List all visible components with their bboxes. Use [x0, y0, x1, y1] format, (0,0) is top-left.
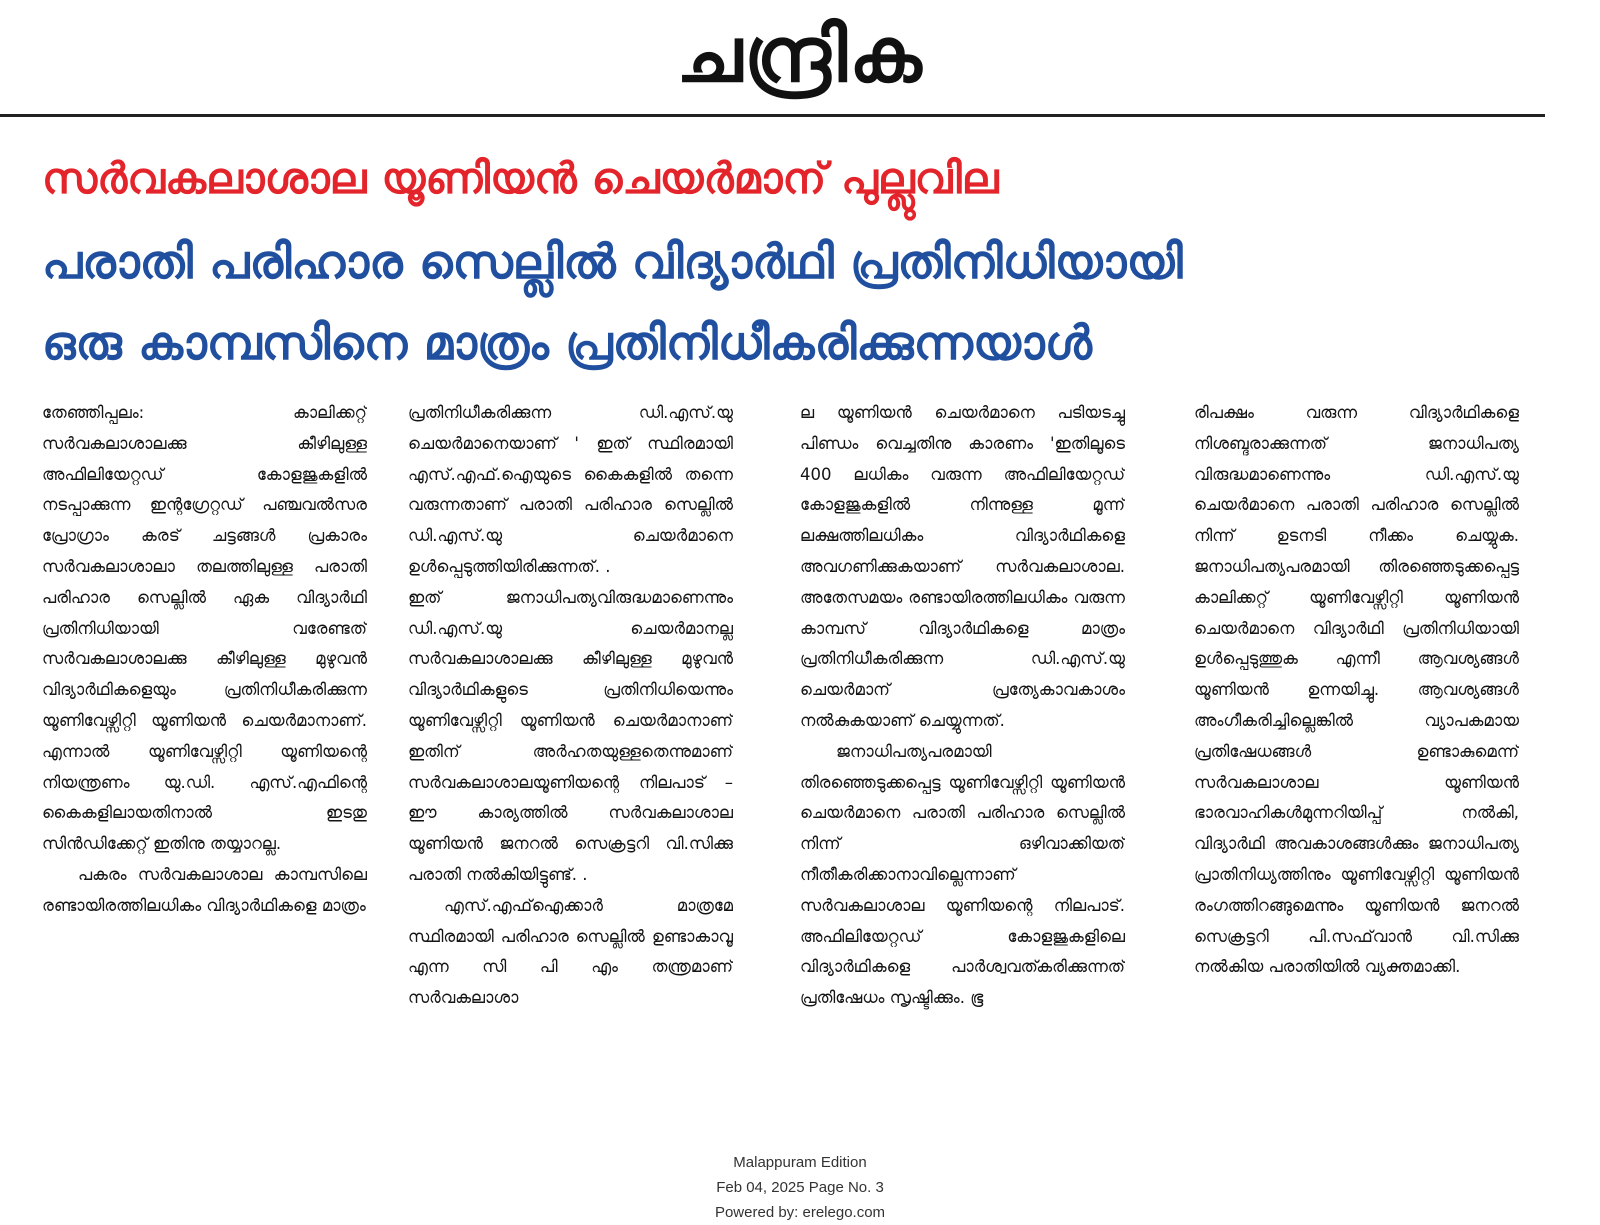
- paragraph: എസ്.എഫ്ഐക്കാർ മാത്രമേ സ്ഥിരമായി പരിഹാര സെല്ലിൽ ഉണ്ടാകാവൂ എന്ന സി പി എം തന്ത്രമാണ് സർവകലാശാ: [408, 895, 733, 1008]
- headline-line-1: പരാതി പരിഹാര സെല്ലിൽ വിദ്യാർഥി പ്രതിനിധിയായി: [42, 235, 1183, 290]
- masthead: [0, 0, 1600, 116]
- paragraph: പ്രതിനിധീകരിക്കുന്ന ഡി.എസ്.യു ചെയർമാനെയാണ് ' ഇത് സ്ഥിരമായി എസ്.എഫ്.ഐയുടെ കൈകളിൽ തന്നെ വരുന്നതാണ് പരാതി പരിഹാര സെല്ലിൽ ഡി.എസ്.യു ചെയർമാനെ ഉൾപ്പെടുത്തിയിരിക്കുന്നത്. .: [408, 403, 733, 576]
- article-column-4: [1194, 398, 1519, 1133]
- date-page-label: Feb 04, 2025 Page No. 3: [716, 1179, 884, 1196]
- newspaper-logo: ചന്ദ്രിക: [676, 10, 924, 99]
- paragraph: രിപക്ഷം വരുന്ന വിദ്യാർഥികളെ നിശബ്ദരാക്കുന്നത് ജനാധിപത്യ വിരുദ്ധമാണെന്നും ഡി.എസ്.യു ചെയർമാനെ പരാതി പരിഹാര സെല്ലിൽ നിന്ന് ഉടനടി നീക്കം ചെയ്യുക. ജനാധിപത്യപരമായി തിരഞ്ഞെടുക്കപ്പെട്ട കാലിക്കറ്റ് യൂണിവേഴ്സിറ്റി യൂണിയൻ ചെയർമാനെ വിദ്യാർഥി പ്രതിനിധിയായി ഉൾപ്പെടുത്തുക എന്നീ ആവശ്യങ്ങൾ യൂണിയൻ ഉന്നയിച്ചു. ആവശ്യങ്ങൾ അംഗീകരിച്ചില്ലെങ്കിൽ വ്യാപകമായ പ്രതിഷേധങ്ങൾ ഉണ്ടാകുമെന്ന് സർവകലാശാല യൂണിയൻ ഭാരവാഹികൾമുന്നറിയിപ്പ് നൽകി, വിദ്യാർഥി അവകാശങ്ങൾക്കും ജനാധിപത്യ പ്രാതിനിധ്യത്തിനും യൂണിവേഴ്സിറ്റി യൂണിയൻ രംഗത്തിറങ്ങുമെന്നും യൂണിയൻ ജനറൽ സെക്രട്ടറി പി.സഫ്‌വാൻ വി.സിക്കു നൽകിയ പരാതിയിൽ വ്യക്തമാക്കി.: [1194, 403, 1519, 977]
- article-column-2: [408, 398, 733, 1133]
- article-column-1: [42, 398, 367, 1133]
- edition-label: Malappuram Edition: [733, 1154, 867, 1171]
- kicker-headline: സർവകലാശാല യൂണിയൻ ചെയർമാന് പുല്ലുവില: [42, 154, 999, 204]
- masthead-divider: [0, 114, 1545, 117]
- paragraph: പകരം സർവകലാശാല കാമ്പസിലെ രണ്ടായിരത്തിലധികം വിദ്യാർഥികളെ മാത്രം: [42, 864, 367, 915]
- paragraph: ജനാധിപത്യപരമായി തിരഞ്ഞെടുക്കപ്പെട്ട യൂണിവേഴ്സിറ്റി യൂണിയൻ ചെയർമാനെ പരാതി പരിഹാര സെല്ലിൽ നിന്ന് ഒഴിവാക്കിയത് നീതീകരിക്കാനാവില്ലെന്നാണ് സർവകലാശാല യൂണിയന്റെ നിലപാട്. അഫിലിയേറ്റഡ് കോളജുകളിലെ വിദ്യാർഥികളെ പാർശ്വവത്കരിക്കുന്നത് പ്രതിഷേധം സൃഷ്ടിക്കും. ഭൂ: [800, 741, 1125, 1008]
- page-footer: [0, 1150, 1600, 1225]
- headline-line-2: ഒരു കാമ്പസിനെ മാത്രം പ്രതിനിധീകരിക്കുന്നയാൾ: [42, 316, 1092, 371]
- main-headline: [42, 222, 1572, 384]
- article-body: [42, 398, 1562, 1133]
- powered-by-label: Powered by: erelego.com: [714, 1204, 886, 1221]
- paragraph: ഇത് ജനാധിപത്യവിരുദ്ധമാണെന്നും ഡി.എസ്.യു ചെയർമാനല്ല സർവകലാശാലക്കു കീഴിലുള്ള മുഴുവൻ വിദ്യാർഥികളുടെ പ്രതിനിധിയെന്നും യൂണിവേഴ്സിറ്റി യൂണിയൻ ചെയർമാനാണ് ഇതിന് അർഹതയുള്ളതെന്നുമാണ് സർവകലാശാലയൂണിയന്റെ നിലപാട് – ഈ കാര്യത്തിൽ സർവകലാശാല യൂണിയൻ ജനറൽ സെക്രട്ടറി വി.സിക്കു പരാതി നൽകിയിട്ടുണ്ട്. .: [408, 587, 733, 884]
- article-column-3: [800, 398, 1125, 1133]
- paragraph: ല യൂണിയൻ ചെയർമാനെ പടിയടച്ചു പിണ്ഡം വെച്ചതിനു കാരണം 'ഇതിലൂടെ 400 ലധികം വരുന്ന അഫിലിയേറ്റഡ് കോളജുകളിൽ നിന്നുള്ള മൂന്ന് ലക്ഷത്തിലധികം വിദ്യാർഥികളെ അവഗണിക്കുകയാണ് സർവകലാശാല. അതേസമയം രണ്ടായിരത്തിലധികം വരുന്ന കാമ്പസ് വിദ്യാർഥികളെ മാത്രം പ്രതിനിധീകരിക്കുന്ന ഡി.എസ്.യു ചെയർമാന് പ്രത്യേകാവകാശം നൽകുകയാണ് ചെയ്യുന്നത്.: [800, 403, 1125, 730]
- paragraph: തേഞ്ഞിപ്പലം: കാലിക്കറ്റ് സർവകലാശാലക്കു കീഴിലുള്ള അഫിലിയേറ്റഡ് കോളജുകളിൽ നടപ്പാക്കുന്ന ഇന്റഗ്രേറ്റഡ് പഞ്ചവൽസര പ്രോഗ്രാം കരട് ചട്ടങ്ങൾ പ്രകാരം സർവകലാശാലാ തലത്തിലുള്ള പരാതി പരിഹാര സെല്ലിൽ ഏക വിദ്യാർഥി പ്രതിനിധിയായി വരേണ്ടത് സർവകലാശാലക്കു കീഴിലുള്ള മുഴുവൻ വിദ്യാർഥികളെയും പ്രതിനിധീകരിക്കുന്ന യൂണിവേഴ്സിറ്റി യൂണിയൻ ചെയർമാനാണ്. എന്നാൽ യൂണിവേഴ്സിറ്റി യൂണിയന്റെ നിയന്ത്രണം യു.ഡി. എസ്.എഫിന്റെ കൈകളിലായതിനാൽ ഇടതു സിൻഡിക്കേറ്റ് ഇതിനു തയ്യാറല്ല.: [42, 403, 367, 854]
